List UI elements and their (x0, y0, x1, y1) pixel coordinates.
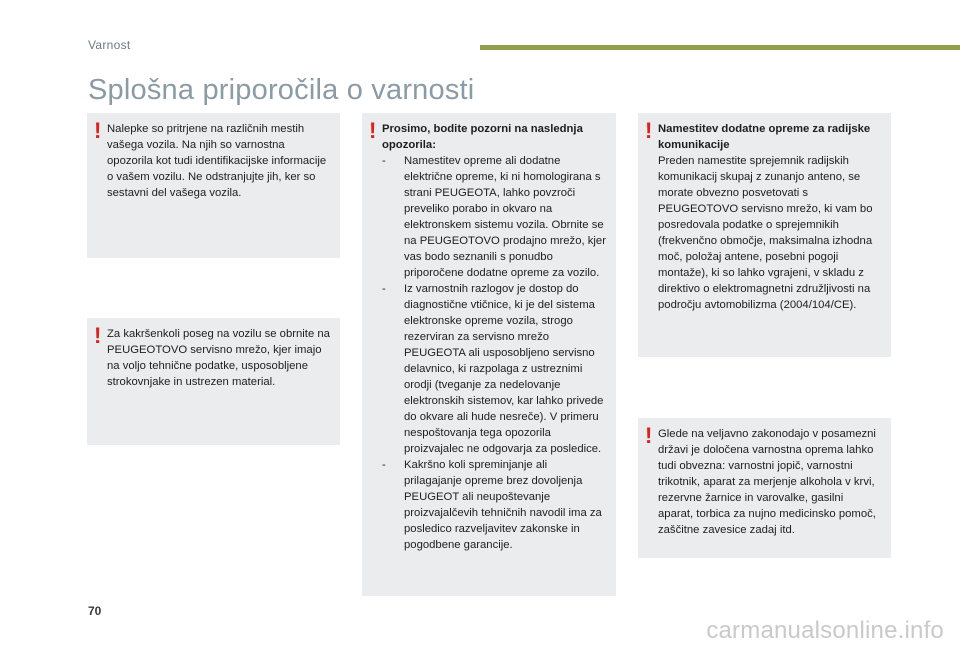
list-item (382, 457, 606, 553)
warning-exclamation-icon: ! (645, 118, 653, 143)
list-dash: - (382, 283, 386, 295)
warning-box-attention (362, 113, 616, 596)
warning-exclamation-icon: ! (94, 118, 102, 143)
warning-box-legal (638, 418, 891, 558)
list-item-text: Iz varnostnih razlogov je dostop do diagnostične vtičnice, ki je del sistema elektronske opreme vozila, strogo rezerviran za servisno mrežo PEUGEOTA ali usposobljeno servisno delavnico, ki razpolaga z ustreznimi orodji (tveganje za nedelovanje elektronskih sistemov, kar lahko privede do okvare ali hude nesreče). V primeru nespoštovanja tega opozorila proizvajalec ne odgovarja za posledice. (404, 283, 604, 455)
warning-box-stickers (87, 113, 340, 258)
watermark: carmanualsonline.info (706, 617, 944, 644)
list-item (382, 281, 606, 457)
warning-heading: Prosimo, bodite pozorni na naslednja opozorila: (382, 123, 583, 151)
warning-exclamation-icon: ! (94, 323, 102, 348)
warning-heading: Namestitev dodatne opreme za radijske komunikacije (658, 123, 871, 151)
list-dash: - (382, 459, 386, 471)
warning-exclamation-icon: ! (645, 423, 653, 448)
warning-box-radio (638, 113, 891, 357)
warning-text: Glede na veljavno zakonodajo v posamezni državi je določena varnostna oprema lahko tudi obvezna: varnostni jopič, varnostni trikotnik, aparat za merjenje alkohola v krvi, rezervne žarnice in varovalke, gasilni aparat, torbica za nujno medicinsko pomoč, zaščitne zavesice zadaj itd. (658, 428, 876, 536)
list-item-text: Kakršno koli spreminjanje ali prilagajanje opreme brez dovoljenja PEUGEOT ali neupoštevanje proizvajalčevih tehničnih navodil ima za posledico razveljavitev zakonske in pogodbene garancije. (404, 459, 602, 551)
page-number: 70 (88, 604, 102, 618)
warning-text: Nalepke so pritrjene na različnih mestih vašega vozila. Na njih so varnostna opozorila kot tudi identifikacijske informacije o vašem vozilu. Ne odstranjujte jih, ker so sestavni del vašega vozila. (107, 123, 327, 199)
warning-list (382, 153, 606, 553)
warning-box-interventions (87, 318, 340, 445)
section-accent-rule (480, 45, 960, 50)
list-dash: - (382, 155, 386, 167)
warning-text: Preden namestite sprejemnik radijskih komunikacij skupaj z zunanjo anteno, se morate obvezno posvetovati s PEUGEOTOVO servisno mrežo, ki vam bo posredovala podatke o sprejemnikih (frekvenčno območje, maksimalna izhodna moč, položaj antene, posebni pogoji montaže), ki so lahko vgrajeni, v skladu z direktivo o elektromagnetni združljivosti na področju avtomobilizma (2004/104/CE). (658, 155, 873, 311)
warning-text: Za kakršenkoli poseg na vozilu se obrnite na PEUGEOTOVO servisno mrežo, kjer imajo na voljo tehnične podatke, usposobljene strokovnjake in ustrezen material. (107, 328, 330, 388)
page-title: Splošna priporočila o varnosti (88, 74, 475, 106)
section-label: Varnost (88, 38, 131, 52)
list-item-text: Namestitev opreme ali dodatne električne opreme, ki ni homologirana s strani PEUGEOTA, lahko povzroči preveliko porabo in okvaro na elektronskem sistemu vozila. Obrnite se na PEUGEOTOVO prodajno mrežo, kjer vas bodo seznanili s ponudbo priporočene dodatne opreme za vozilo. (404, 155, 606, 279)
list-item (382, 153, 606, 281)
warning-exclamation-icon: ! (369, 118, 377, 143)
